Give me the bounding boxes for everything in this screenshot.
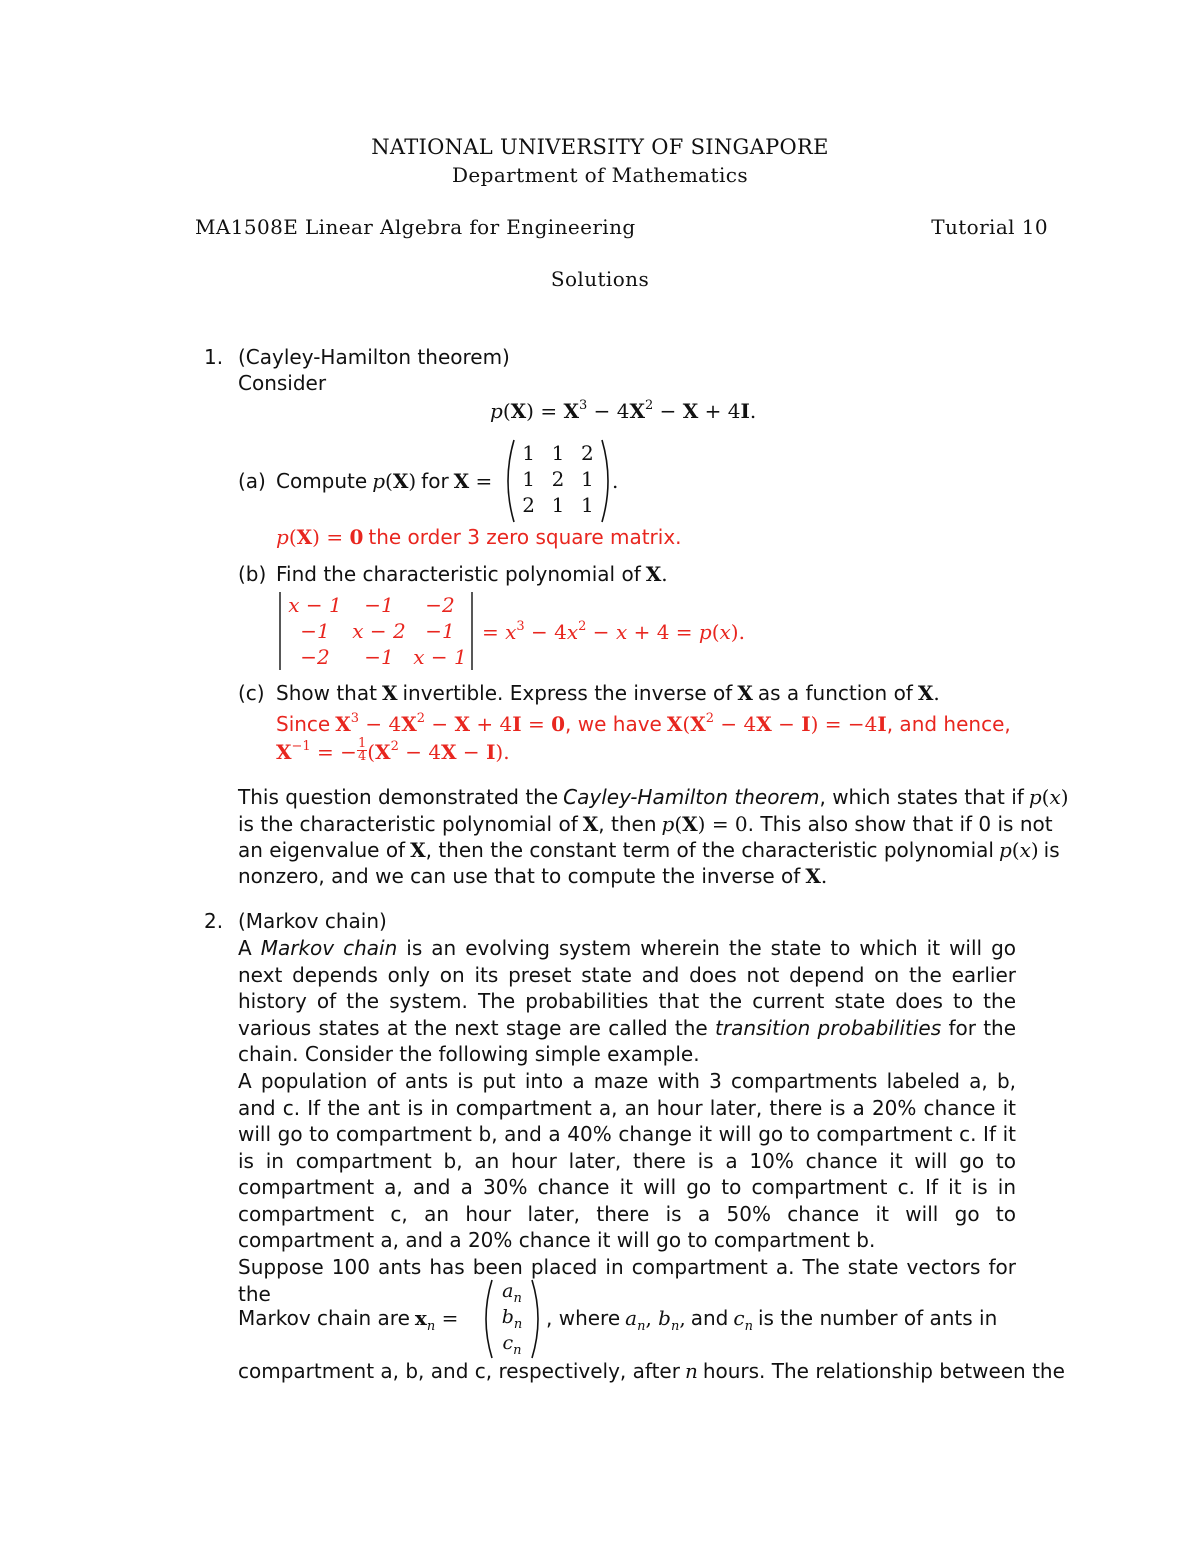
q1-number: 1. — [204, 345, 224, 369]
q1c-answer: Since $X^3 - 4X^2 - X + 4I = 0$, we have $X(X^2 - 4X - I) = -4I$, and hence, — [276, 711, 1011, 736]
determinant — [278, 590, 478, 672]
q1b-text: Find the characteristic polynomial of X. — [276, 562, 668, 586]
q1c-inverse: $X^{-1}$ = − $\frac{1}{4}$ $(X^2 - 4X - I)$. — [276, 736, 510, 764]
det-cell: −1 — [364, 593, 394, 617]
q1a-label: (a) — [238, 469, 266, 493]
q1a-answer: p(X) = 0 the order 3 zero square matrix. — [276, 525, 682, 549]
q1c-text: Show that X invertible. Express the inverse of X as a function of X. — [276, 681, 940, 705]
det-cell: −1 — [300, 619, 330, 643]
q2-number: 2. — [204, 909, 224, 933]
matrix-cell: 1 — [522, 467, 536, 491]
det-cell: −2 — [300, 645, 330, 669]
matrix-X — [500, 436, 620, 526]
matrix-cell: 2 — [551, 467, 565, 491]
q1-remark-line2: is the characteristic polynomial of X, then p(X) = 0. This also show that if 0 is not — [238, 812, 1053, 836]
matrix-cell: 2 — [580, 441, 594, 465]
det-cell: −1 — [364, 645, 394, 669]
q2-state-vector-line: Markov chain are $x_n$ = — [238, 1306, 459, 1334]
q2-state-vector-tail: , where $a_n$, $b_n$, and $c_n$ is the number of ants in — [546, 1306, 998, 1334]
subtitle: Solutions — [550, 267, 650, 291]
matrix-cell: 1 — [551, 441, 565, 465]
q1-remark-line3: an eigenvalue of X, then the constant term of the characteristic polynomial p(x) is — [238, 838, 1060, 862]
q1-remark-line1: This question demonstrated the Cayley-Hamilton theorem, which states that if p(x) — [238, 785, 1069, 809]
q2-paragraph-1: A Markov chain is an evolving system wherein the state to which it will go next depends only on its preset state and does not depend on the earlier history of the system. The probabilities that the current state does to the various states at the next stage are called the transition probabilities for the chain. Consider the following simple example. — [238, 936, 1017, 1066]
state-vector: $a_n$ $b_n$ $c_n$ — [478, 1276, 546, 1362]
det-cell: x − 1 — [413, 645, 467, 669]
q2-paragraph-2: A population of ants is put into a maze with 3 compartments labeled a, b, and c. If the ant is in compartment a, an hour later, there is a 20% chance it will go to compartment b, and a 40% change it will go to compartment c. If it is in compartment b, an hour later, there is a 10% chance it will go to compartment a, and a 30% chance it will go to compartment c. If it is in compartment c, an hour later, there is a 50% chance it will go to compartment a, and a 20% chance it will go to compartment b. — [238, 1069, 1016, 1252]
matrix-cell: 1 — [580, 493, 594, 517]
q2-title: (Markov chain) — [238, 909, 387, 933]
matrix-cell: 2 — [522, 493, 536, 517]
det-cell: −1 — [425, 619, 455, 643]
char-poly-result: = $x^3 - 4x^2 - x + 4 = p(x)$. — [482, 619, 745, 644]
q1-intro: Consider — [238, 371, 327, 395]
department-name: Department of Mathematics — [451, 163, 748, 187]
q1-title: (Cayley-Hamilton theorem) — [238, 345, 510, 369]
matrix-cell: 1 — [522, 441, 536, 465]
det-cell: x − 2 — [352, 619, 406, 643]
det-cell: −2 — [425, 593, 455, 617]
q1-remark-line4: nonzero, and we can use that to compute the inverse of X. — [238, 864, 828, 888]
q1b-label: (b) — [238, 562, 267, 586]
course-title: MA1508E Linear Algebra for Engineering — [195, 215, 636, 239]
det-cell: x − 1 — [288, 593, 342, 617]
university-name: NATIONAL UNIVERSITY OF SINGAPORE — [371, 135, 829, 159]
q2-last-line: compartment a, b, and c, respectively, after n hours. The relationship between the — [238, 1359, 1065, 1383]
q1-polynomial: $p(X) = X^3 - 4X^2 - X + 4I$. — [490, 398, 757, 423]
tutorial-number: Tutorial 10 — [931, 215, 1048, 239]
q2-paragraph-3: Suppose 100 ants has been placed in compartment a. The state vectors for the — [238, 1255, 1016, 1306]
matrix-cell: 1 — [580, 467, 594, 491]
q1c-label: (c) — [238, 681, 265, 705]
matrix-cell: 1 — [551, 493, 565, 517]
q1a-text: Compute p(X) for X = — [276, 469, 493, 493]
